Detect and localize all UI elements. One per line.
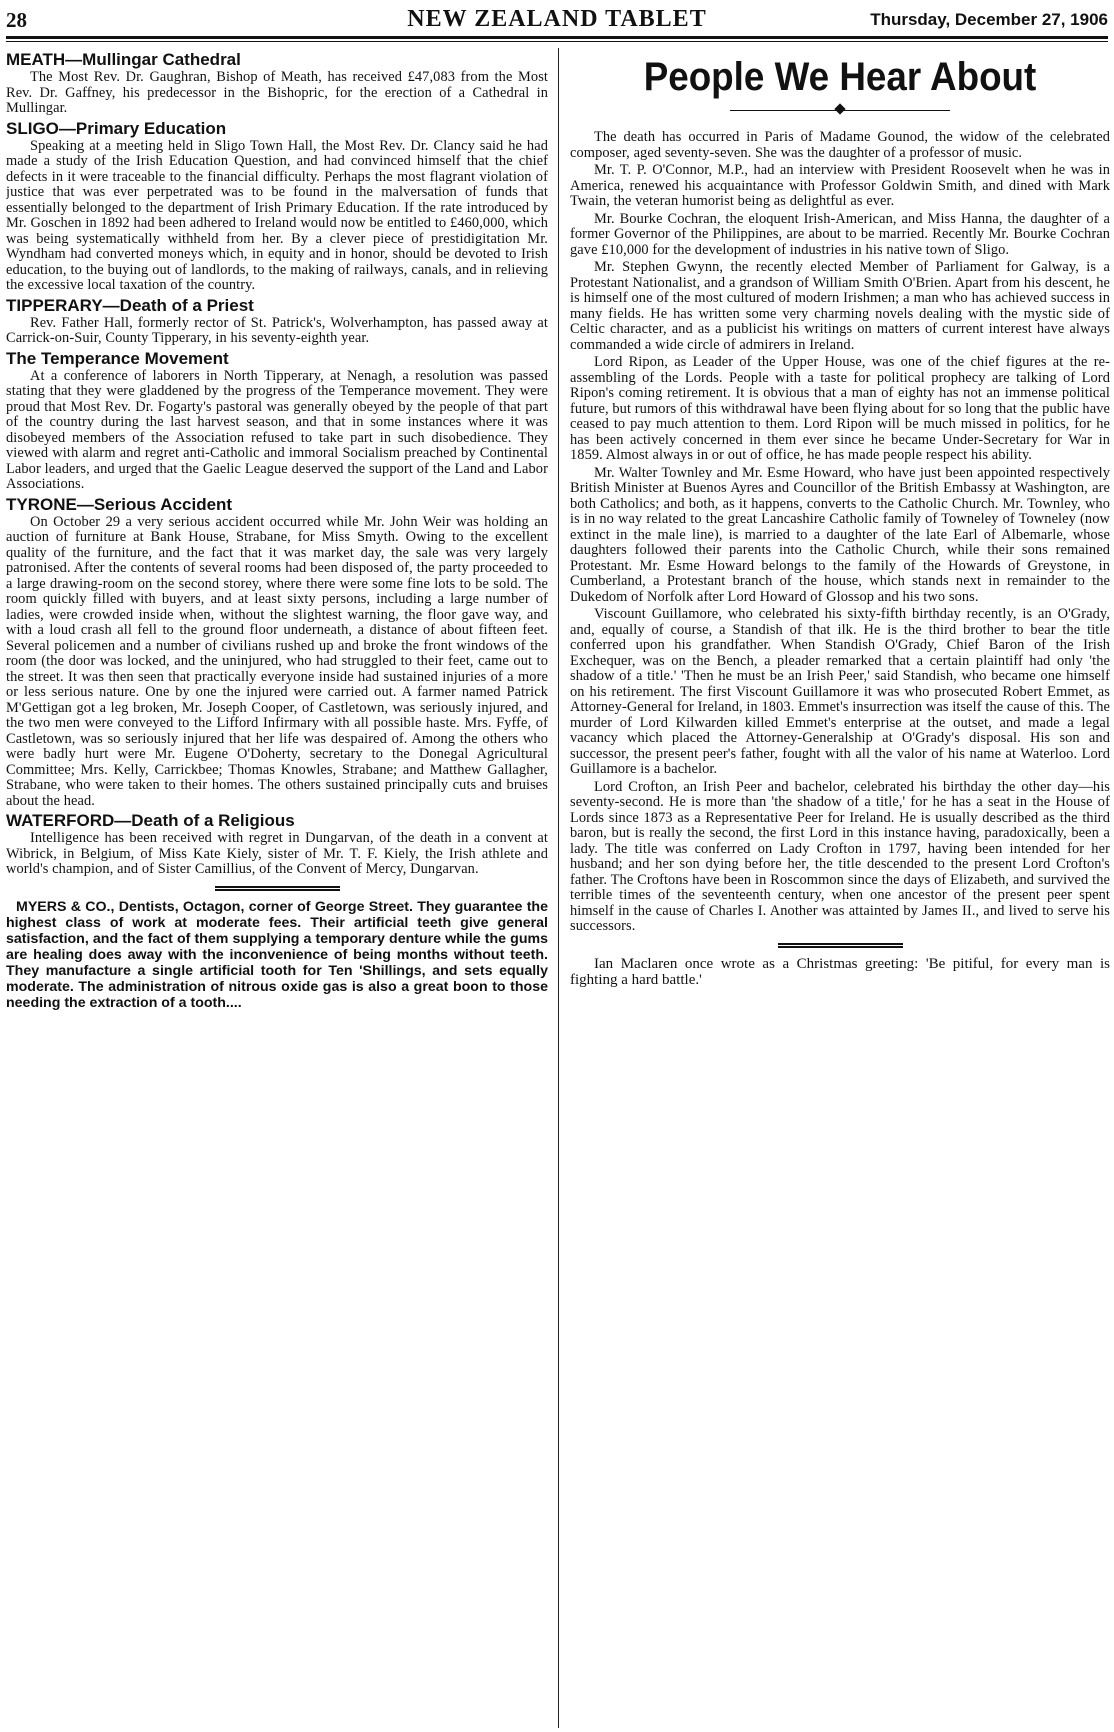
article-paragraph: Intelligence has been received with regret in Dungarvan, of the death in a convent at Wibrick, in Belgium, of Miss Kate Kiely, sister of Mr. T. F. Kiely, the Irish athlete and world's champion, and of Sister Camillius, of the Convent of Mercy, Dungarvan. <box>6 830 548 877</box>
section-waterford <box>6 811 548 878</box>
section-meath <box>6 50 548 117</box>
article-paragraph: Mr. Walter Townley and Mr. Esme Howard, who have just been appointed respectively British Minister at Buenos Ayres and Councillor of the British Embassy at Washington, are both Catholics; and both, as it happens, converts to the Catholic Church. Mr. Townley, who is in no way related to the great Lancashire Catholic family of Towneley of Towneley (now extinct in the male line), is married to a daughter of the late Earl of Albemarle, whose daughters followed their parents into the Catholic Church, while their sons remained Protestant. Mr. Esme Howard belongs to the family of the Howards of Greystone, in Cumberland, a Protestant branch of the house, which stands next in remainder to the Dukedom of Norfolk after Lord Howard of Glossop and his two sons. <box>570 464 1110 605</box>
article-paragraph: The death has occurred in Paris of Madame Gounod, the widow of the celebrated composer, aged seventy-seven. She was the daughter of a professor of music. <box>570 129 1110 161</box>
section-separator <box>778 943 903 948</box>
article-paragraph: Rev. Father Hall, formerly rector of St. Patrick's, Wolverhampton, has passed away at Carrick-on-Suir, County Tipperary, in his seventy-eighth year. <box>6 314 548 346</box>
page-number: 28 <box>6 8 27 32</box>
section-temperance <box>6 349 548 493</box>
section-separator <box>215 886 340 891</box>
left-column <box>6 48 548 1730</box>
section-tipperary <box>6 296 548 347</box>
masthead <box>6 6 1108 36</box>
article-paragraph: Lord Crofton, an Irish Peer and bachelor, celebrated his birthday the other day—his seventy-second. He is more than 'the shadow of a title,' for he has a seat in the House of Lords since 1873 as a Representative Peer for Ireland. He is usually described as the third baron, but is really the second, the first Lord in this instance having, paradoxically, been a lady. The title was conferred on Lady Crofton in 1797, having been intended for her husband; and her son dying before her, the title descended to the present Lord Crofton's father. The Croftons have been in Roscommon since the days of Elizabeth, and survived the terrible times of the seventeenth century, when one ancestor of the present peer spent himself in the cause of Charles I. Another was attainted by James II., and lived to serve his successors. <box>570 778 1110 934</box>
section-heading: SLIGO—Primary Education <box>6 118 227 138</box>
article-paragraph: Mr. T. P. O'Connor, M.P., had an interview with President Roosevelt when he was in America, renewed his acquaintance with Professor Goldwin Smith, and dined with Mark Twain, the veteran humorist being as delightful as ever. <box>570 162 1110 209</box>
newspaper-title: NEW ZEALAND TABLET <box>407 6 707 32</box>
right-column <box>570 48 1110 1730</box>
section-heading: MEATH—Mullingar Cathedral <box>6 50 241 69</box>
masthead-rule <box>6 36 1108 39</box>
diamond-ornament-icon <box>834 103 845 114</box>
article-paragraph: Viscount Guillamore, who celebrated his sixty-fifth birthday recently, is an O'Grady, and, equally of course, a Standish of that ilk. He is the third brother to bear the title conferred upon his grandfather. When Standish O'Grady, Chief Baron of the Irish Exchequer, was on the Bench, a pleader remarked that a certain plaintiff had only 'the shadow of a title.' 'Then he must be an Irish Peer,' said Standish, who became one himself on his retirement. The first Viscount Guillamore it was who prosecuted Robert Emmet, as Attorney-General for Ireland, in 1803. Emmet's insurrection was itself the cause of this. The murder of Lord Kilwarden killed Emmet's enterprise at the outset, and made a legal vacancy which placed the Attorney-Generalship at O'Grady's disposal. His son and successor, the present peer's father, fought with all the valor of his name at Waterloo. Lord Guillamore is a bachelor. <box>570 606 1110 777</box>
christmas-quote: Ian Maclaren once wrote as a Christmas greeting: 'Be pitiful, for every man is fighting a hard battle.' <box>570 955 1110 988</box>
column-divider <box>558 48 559 1728</box>
article-paragraph: On October 29 a very serious accident occurred while Mr. John Weir was holding an auction of furniture at Bank House, Strabane, for Miss Smyth. Owing to the excellent quality of the furniture, and the fact that it was market day, the sale was very largely patronised. After the contents of several rooms had been disposed of, the party proceeded to a large drawing-room on the second storey, where there were some fine lots to be sold. The room quickly filled with buyers, and at least sixty persons, including a large number of ladies, were crowded inside when, without the slightest warning, the floor gave way, and with a loud crash all fell to the ground floor underneath, a distance of about fifteen feet. Several policemen and a number of civilians rushed up and broke the front windows of the room (the door was locked, and the uninjured, who had struggled to their feet, came out to the street. It was then seen that practically everyone inside had sustained injuries of a more or less serious nature. One by one the injured were carried out. A farmer named Patrick M'Gettigan got a leg broken, Mr. Joseph Cooper, of Castletown, was seriously injured, and the two men were conveyed to the Lifford Infirmary with all possible haste. Mrs. Fyffe, of Castletown, was so seriously injured that her life was despaired of. Among the others who were badly hurt were Mr. Eugene O'Doherty, secretary to the Donegal Agricultural Committee; Mrs. Kelly, Carrickbee; Thomas Knowles, Strabane; and Matthew Gallagher, Strabane, who were taken to their homes. The others sustained principally cuts and bruises about the head. <box>6 513 548 809</box>
title-ornament-rule <box>570 102 1110 120</box>
section-sligo <box>6 119 548 294</box>
issue-date: Thursday, December 27, 1906 <box>870 10 1108 29</box>
section-heading: WATERFORD—Death of a Religious <box>6 811 295 830</box>
section-heading: TIPPERARY—Death of a Priest <box>6 295 254 315</box>
article-paragraph: Lord Ripon, as Leader of the Upper House, was one of the chief figures at the re-assembling of the Lords. People with a taste for political prophecy are talking of Lord Ripon's coming retirement. It is obvious that a man of eighty has not an immense political future, but rumors of this withdrawal have been flying about for so long that the public have ceased to pay much attention to them. Lord Ripon will be much missed in politics, for he has been actively concerned in them ever since he became Under-Secretary for War in 1859. Almost always in or out of office, he has made people respect his ability. <box>570 354 1110 463</box>
article-paragraph: Mr. Bourke Cochran, the eloquent Irish-American, and Miss Hanna, the daughter of a former Governor of the Philippines, are about to be married. Recently Mr. Bourke Cochran gave £10,000 for the development of industries in his native town of Sligo. <box>570 210 1110 258</box>
masthead-rule-thin <box>6 41 1108 42</box>
section-heading: The Temperance Movement <box>6 348 229 368</box>
feature-title: People We Hear About <box>643 55 1037 99</box>
article-paragraph: Speaking at a meeting held in Sligo Town Hall, the Most Rev. Dr. Clancy said he had made a study of the Irish Education Question, and had convinced himself that the chief defects in it were traceable to the financial difficulty. Perhaps the most flagrant violation of justice that was ever perpetrated was to be found in the malversation of funds that essentially belonged to the department of Irish Primary Education. If the rate introduced by Mr. Goschen in 1892 had been adhered to Ireland would now be entitled to £460,000, which was being systematically withheld from her. By a clever piece of prestidigitation Mr. Wyndham had converted moneys which, in equity and in honor, should be devoted to Irish education, to the buying out of landlords, to the making of railways, canals, and in relieving the excessive local taxation of the country. <box>6 137 548 293</box>
article-paragraph: The Most Rev. Dr. Gaughran, Bishop of Meath, has received £47,083 from the Most Rev. Dr. Gaffney, his predecessor in the Bishopric, for the erection of a Cathedral in Mullingar. <box>6 69 548 116</box>
section-heading: TYRONE—Serious Accident <box>6 494 233 514</box>
section-tyrone <box>6 495 548 810</box>
article-paragraph: At a conference of laborers in North Tipperary, at Nenagh, a resolution was passed stating that they were gladdened by the progress of the Temperance movement. They were proud that Most Rev. Dr. Fogarty's pastoral was generally obeyed by the people of that part of the country during the last harvest season, and that in some instances where it was disobeyed members of the Association refused to take part in such disobedience. They viewed with alarm and regret anti-Catholic and immoral Socialism preached by Continental Labor leaders, and urged that the Gaelic League deserved the support of the Land and Labor Associations. <box>6 367 548 492</box>
article-paragraph: Mr. Stephen Gwynn, the recently elected Member of Parliament for Galway, is a Protestant Nationalist, and a grandson of William Smith O'Brien. Apart from his descent, he is himself one of the most cultured of modern Irishmen; a man who has achieved success in many fields. He has written some very charming novels dealing with the mystic side of Celtic character, and as a publicist his writings on matters of current interest have always commanded a wide circle of admirers in Ireland. <box>570 259 1110 353</box>
dentist-advertisement: MYERS & CO., Dentists, Octagon, corner of George Street. They guarantee the highest class of work at moderate fees. Their artificial teeth give general satisfaction, and the fact of them supplying a temporary denture while the gums are healing does away with the inconvenience of being months without teeth. They manufacture a single artificial tooth for Ten 'Shillings, and sets equally moderate. The administration of nitrous oxide gas is also a great boon to those needing the extraction of a tooth.... <box>6 898 548 1011</box>
